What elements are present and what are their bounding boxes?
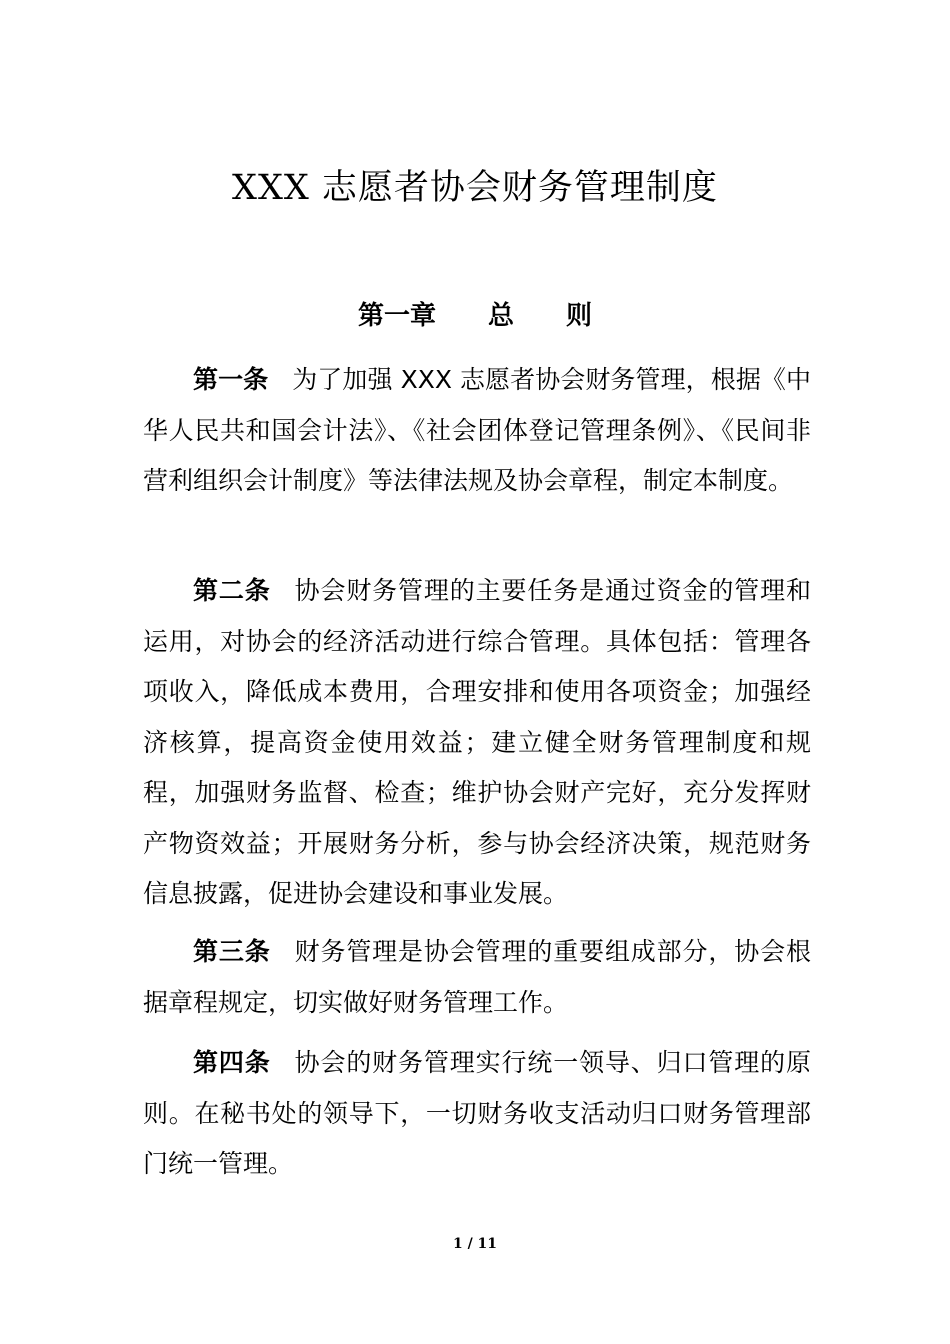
article-paragraph: [143, 1038, 811, 1190]
document-title: XXX 志愿者协会财务管理制度: [232, 168, 718, 208]
page-number: 1 / 11: [452, 1236, 498, 1252]
article-paragraph: [143, 927, 811, 1028]
article-number: 第一条: [193, 365, 269, 394]
article-paragraph: [143, 355, 811, 507]
article-paragraph: [143, 566, 811, 920]
article-text: 协会财务管理的主要任务是通过资金的管理和运用，对协会的经济活动进行综合管理。具体包括：管理各项收入，降低成本费用，合理安排和使用各项资金；加强经济核算，提高资金使用效益；建立健全财务管理制度和规程，加强财务监督、检查；维护协会财产完好，充分发挥财产物资效益；开展财务分析，参与协会经济决策，规范财务信息披露，促进协会建设和事业发展。: [143, 576, 811, 908]
article-text: 财务管理是协会管理的重要组成部分，协会根据章程规定，切实做好财务管理工作。: [143, 937, 811, 1017]
article-number: 第四条: [193, 1048, 271, 1077]
article-text: 为了加强 XXX 志愿者协会财务管理，根据《中华人民共和国会计法》、《社会团体登记管理条例》、《民间非营利组织会计制度》等法律法规及协会章程，制定本制度。: [143, 365, 811, 495]
chapter-heading: 第一章 总 则: [357, 301, 592, 331]
article-number: 第三条: [193, 937, 271, 966]
article-number: 第二条: [193, 576, 271, 605]
article-text: 协会的财务管理实行统一领导、归口管理的原则。在秘书处的领导下，一切财务收支活动归口财务管理部门统一管理。: [143, 1048, 811, 1178]
